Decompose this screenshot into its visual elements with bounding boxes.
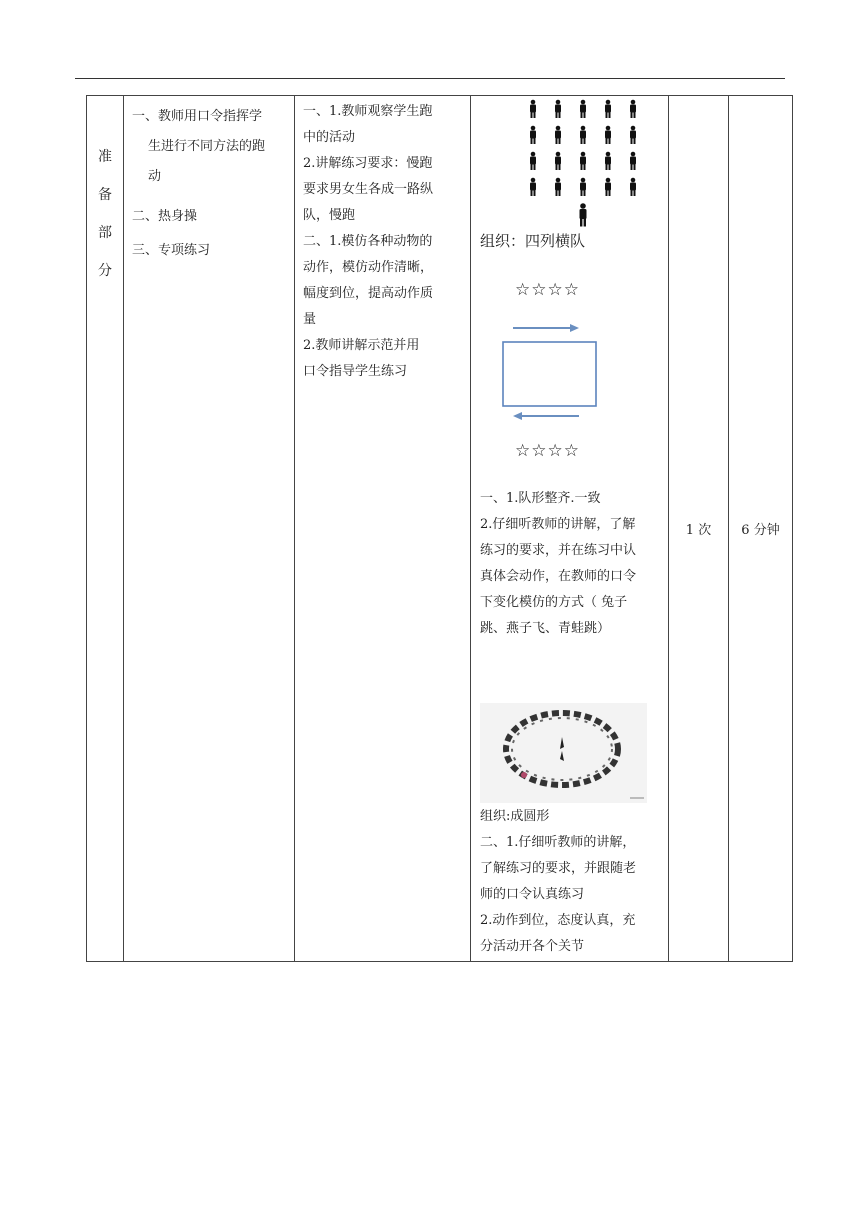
table-row bbox=[87, 96, 793, 962]
req-line: 练习的要求，并在练习中认 bbox=[480, 543, 637, 558]
req-line: 二、1.仔细听教师的讲解， bbox=[480, 835, 636, 850]
requirements-1 bbox=[480, 486, 636, 642]
req-line: 师的口令认真练习 bbox=[480, 887, 585, 902]
formation1-label: 组织：四列横队 bbox=[480, 232, 586, 250]
formation-row-4 bbox=[530, 178, 636, 196]
organization-cell bbox=[471, 96, 669, 962]
content-item-1-cont: 生进行不同方法的跑 bbox=[148, 139, 266, 154]
section-label-char: 备 bbox=[98, 187, 112, 203]
req-line: 下变化模仿的方式（ 兔子 bbox=[480, 595, 628, 610]
content-item-1: 一、教师用口令指挥学 bbox=[132, 109, 263, 124]
teacher-line: 一、1.教师观察学生跑 bbox=[303, 104, 433, 119]
req-line: 真体会动作，在教师的口令 bbox=[480, 569, 637, 584]
content-item-1-cont: 动 bbox=[148, 169, 162, 184]
section-label-cell bbox=[87, 96, 124, 962]
section-label-char: 分 bbox=[98, 263, 112, 279]
req-line: 跳、燕子飞、青蛙跳） bbox=[480, 621, 611, 636]
lesson-plan-table bbox=[86, 95, 793, 962]
teacher-line: 队，慢跑 bbox=[303, 208, 356, 223]
formation-row-1 bbox=[530, 100, 636, 118]
formation-figures bbox=[471, 96, 668, 236]
duration-cell bbox=[729, 96, 793, 962]
times-cell bbox=[669, 96, 729, 962]
teacher-line: 2.讲解练习要求：慢跑 bbox=[303, 156, 433, 171]
header-rule bbox=[75, 78, 785, 79]
running-track-diagram bbox=[471, 318, 668, 428]
requirements-2 bbox=[480, 830, 636, 960]
duration-value: 6 分钟 bbox=[741, 523, 780, 538]
teacher-line: 口令指导学生练习 bbox=[303, 364, 408, 379]
teacher-line: 要求男女生各成一路纵 bbox=[303, 182, 434, 197]
times-value: 1 次 bbox=[685, 523, 712, 538]
teacher-line: 2.教师讲解示范并用 bbox=[303, 338, 420, 353]
content-cell bbox=[124, 96, 295, 962]
teacher-line: 动作，模仿动作清晰， bbox=[303, 260, 434, 275]
stars-bottom: ☆☆☆☆ bbox=[515, 441, 580, 461]
section-label-char: 准 bbox=[98, 149, 112, 165]
circle-formation-photo bbox=[480, 703, 647, 803]
content-item-2: 二、热身操 bbox=[132, 209, 198, 224]
formation-row-2 bbox=[530, 126, 636, 144]
teacher-line: 量 bbox=[303, 312, 317, 327]
teacher-line: 幅度到位，提高动作质 bbox=[303, 286, 434, 301]
req-line: 一、1.队形整齐.一致 bbox=[480, 491, 601, 506]
formation-row-3 bbox=[530, 152, 636, 170]
req-line: 2.仔细听教师的讲解，了解 bbox=[480, 517, 636, 532]
section-label-char: 部 bbox=[98, 225, 112, 241]
content-item-3: 三、专项练习 bbox=[132, 243, 211, 258]
formation2-label: 组织:成圆形 bbox=[480, 809, 550, 824]
req-line: 2.动作到位，态度认真，充 bbox=[480, 913, 636, 928]
req-line: 了解练习的要求，并跟随老 bbox=[480, 861, 637, 876]
teacher-activity-cell bbox=[295, 96, 471, 962]
stars-top: ☆☆☆☆ bbox=[515, 280, 580, 300]
teacher-line: 中的活动 bbox=[303, 130, 356, 145]
teacher-figure bbox=[580, 203, 587, 226]
teacher-line: 二、1.模仿各种动物的 bbox=[303, 234, 433, 249]
req-line: 分活动开各个关节 bbox=[480, 939, 585, 954]
